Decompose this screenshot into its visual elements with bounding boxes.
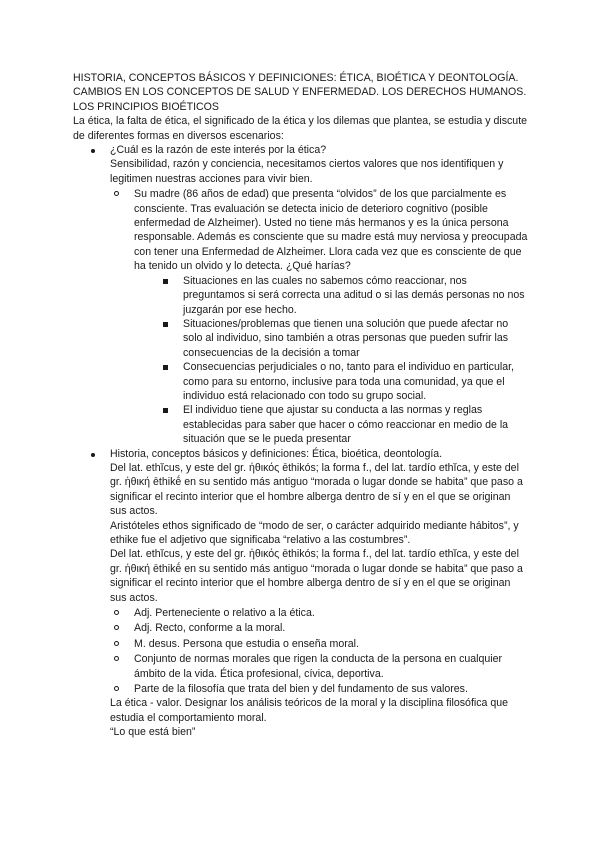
hollow-bullet-icon bbox=[114, 191, 119, 196]
definition-item bbox=[134, 652, 528, 681]
bullet-heading: ¿Cuál es la razón de este interés por la ética? bbox=[110, 144, 327, 157]
definition-text: Parte de la filosofía que trata del bien y del fundamento de sus valores. bbox=[134, 683, 468, 696]
ethics-value-block bbox=[110, 696, 528, 739]
square-bullet-item bbox=[183, 274, 528, 317]
bullet-dot-icon bbox=[91, 453, 95, 457]
definition-text: M. desus. Persona que estudia o enseña moral. bbox=[134, 637, 359, 650]
document-title: HISTORIA, CONCEPTOS BÁSICOS Y DEFINICIONES: ÉTICA, BIOÉTICA Y DEONTOLOGÍA. CAMBIOS EN LOS CONCEPTOS DE SALUD Y ENFERMEDAD. LOS DERECHOS HUMANOS. LOS PRINCIPIOS BIOÉTICOS bbox=[73, 72, 527, 113]
square-bullet-item bbox=[183, 403, 528, 446]
definition-text: Adj. Perteneciente o relativo a la ética. bbox=[134, 607, 315, 620]
sub-bullet-case bbox=[134, 187, 528, 273]
etymology-paragraph: Del lat. ethĭcus, y este del gr. ἠθικός ēthikós; la forma f., del lat. tardío ethĭca, y este del gr. ἠθική ēthikḗ en su sentido más antiguo “morada o lugar donde se habita” que paso a significar el recinto interior que el hombre alberga dentro de sí y en el que se originan sus actos. bbox=[110, 461, 523, 518]
definition-text: Conjunto de normas morales que rigen la conducta de la persona en cualquier ámbito de la vida. Ética profesional, cívica, deportiva. bbox=[134, 653, 503, 680]
bullet-item-history bbox=[110, 447, 528, 605]
definition-text: Adj. Recto, conforme a la moral. bbox=[134, 622, 286, 635]
definition-item bbox=[134, 621, 528, 635]
list-item-text: Situaciones/problemas que tienen una solución que puede afectar no solo al individuo, sino también a otras personas que pueden sufrir las consecuencias de la decisión a tomar bbox=[183, 317, 509, 359]
etymology-paragraph-repeat: Del lat. ethĭcus, y este del gr. ἠθικός ēthikós; la forma f., del lat. tardío ethĭca, y este del gr. ἠθική ēthikḗ en su sentido más antiguo “morada o lugar donde se habita” que paso a significar el recinto interior que el hombre alberga dentro de sí y en el que se originan sus actos. bbox=[110, 548, 523, 604]
definition-item bbox=[134, 682, 528, 696]
quote-paragraph: “Lo que está bien” bbox=[110, 726, 196, 739]
square-bullet-item bbox=[183, 317, 528, 360]
square-bullet-icon bbox=[163, 365, 168, 370]
bullet-text: Sensibilidad, razón y conciencia, necesitamos ciertos valores que nos identifiquen y legitimen nuestras acciones para vivir bien. bbox=[110, 158, 504, 185]
definition-item bbox=[134, 637, 528, 651]
bullet-dot-icon bbox=[91, 149, 95, 153]
hollow-bullet-icon bbox=[114, 641, 119, 646]
hollow-bullet-icon bbox=[114, 686, 119, 691]
square-bullet-item bbox=[183, 360, 528, 403]
square-bullet-icon bbox=[163, 322, 168, 327]
hollow-bullet-icon bbox=[114, 656, 119, 661]
hollow-bullet-icon bbox=[114, 625, 119, 630]
hollow-bullet-icon bbox=[114, 610, 119, 615]
intro-paragraph: La ética, la falta de ética, el significado de la ética y los dilemas que plantea, se estudia y discute de diferentes formas en diversos escenarios: bbox=[73, 115, 528, 142]
list-item-text: Situaciones en las cuales no sabemos cómo reaccionar, nos preguntamos si será correcta una aditud o si las demás personas no nos juzgarán por ese hecho. bbox=[183, 274, 525, 316]
list-item-text: El individuo tiene que ajustar su conducta a las normas y reglas establecidas para saber que hacer o cómo reaccionar en medio de la situación que se le pueda presentar bbox=[183, 404, 509, 446]
ethics-value-paragraph: La ética - valor. Designar los análisis teóricos de la moral y la disciplina filosófica que estudia el comportamiento moral. bbox=[110, 697, 509, 724]
bullet-heading: Historia, conceptos básicos y definiciones: Ética, bioética, deontología. bbox=[110, 447, 443, 460]
square-bullet-icon bbox=[163, 279, 168, 284]
case-paragraph: Su madre (86 años de edad) que presenta “olvidos” de los que parcialmente es consciente. Tras evaluación se detecta inicio de deterioro cognitivo (posible enfermedad de Alzheimer). Usted no tiene más hermanos y es la única persona responsable. Además es consciente que su madre está muy nerviosa y preocupada con tener una Enfermedad de Alzheimer. Llora cada vez que es consciente de que ha tenido un olvido y lo detecta. ¿Qué harías? bbox=[134, 188, 528, 273]
aristotle-paragraph: Aristóteles ethos significado de “modo de ser, o carácter adquirido mediante hábitos”, y ethike fue el adjetivo que significaba “relativo a las costumbres”. bbox=[110, 519, 519, 546]
document-page bbox=[73, 71, 528, 740]
list-item-text: Consecuencias perjudiciales o no, tanto para el individuo en particular, como para su entorno, inclusive para toda una comunidad, ya que el individuo está relacionado con todo su grupo social. bbox=[183, 361, 514, 402]
definition-item bbox=[134, 606, 528, 620]
square-bullet-icon bbox=[163, 408, 168, 413]
bullet-item-interest bbox=[110, 143, 528, 186]
